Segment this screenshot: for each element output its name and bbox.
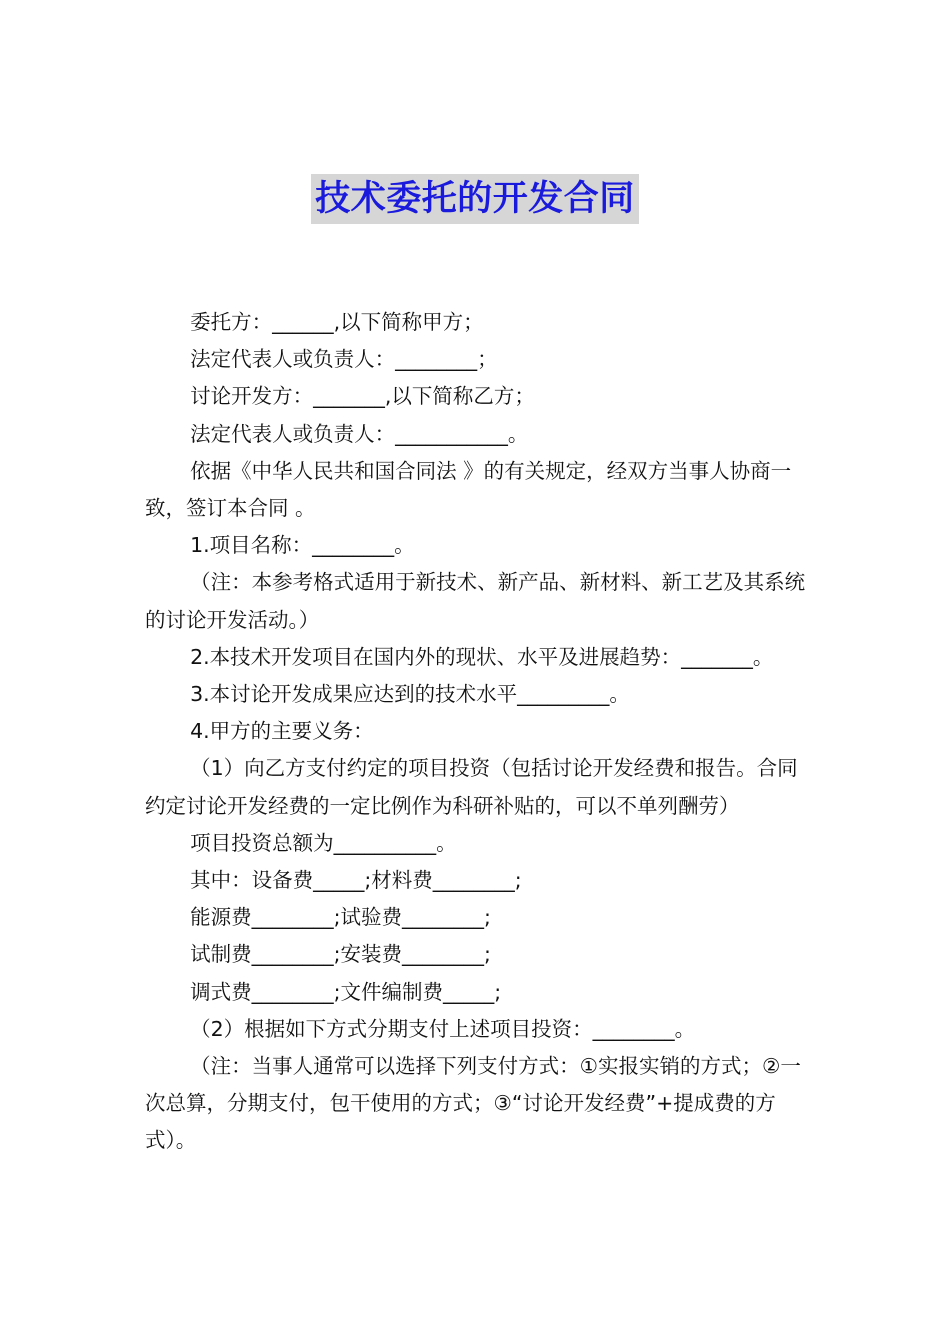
paragraph-status-trend: 2.本技术开发项目在国内外的现状、水平及进展趋势：_______。 [190,644,774,669]
paragraph-technical-level: 3.本讨论开发成果应达到的技术水平_________。 [190,682,630,707]
paragraph-developer-representative: 法定代表人或负责人：___________。 [190,421,529,446]
paragraph-note-scope: （注：本参考格式适用于新技术、新产品、新材料、新工艺及其系统的讨论开发活动。） [145,570,806,632]
paragraph-installment-payment: （2）根据如下方式分期支付上述项目投资：________。 [190,1016,696,1041]
paragraph-project-name: 1.项目名称：________。 [190,533,415,558]
paragraph-costs-debugging-documents: 调式费________;文件编制费_____; [190,979,502,1004]
paragraph-costs-energy-testing: 能源费________;试验费________; [190,905,491,930]
paragraph-obligation-payment: （1）向乙方支付约定的项目投资（包括讨论开发经费和报告。合同约定讨论开发经费的一定比例作为科研补贴的，可以不单列酬劳） [145,756,798,818]
paragraph-principal: 委托方：______,以下简称甲方； [190,310,484,334]
paragraph-party-a-obligations: 4.甲方的主要义务： [190,719,374,744]
title-area [0,174,950,224]
paragraph-developer: 讨论开发方：_______,以下简称乙方； [190,384,535,409]
paragraph-legal-basis: 依据《中华人民共和国合同法 》的有关规定，经双方当事人协商一致，签订本合同 。 [145,458,792,521]
paragraph-note-payment-methods: （注：当事人通常可以选择下列支付方式：①实报实销的方式；②一次总算，分期支付，包干使用的方式；③“讨论开发经费”+提成费的方式）。 [145,1054,801,1153]
document-title: 技术委托的开发合同 [311,174,639,224]
paragraph-costs-equipment-materials: 其中：设备费_____;材料费________; [190,868,522,893]
paragraph-total-investment: 项目投资总额为__________。 [190,830,457,855]
paragraph-costs-trial-installation: 试制费________;安装费________; [190,942,491,967]
paragraph-principal-representative: 法定代表人或负责人：________； [190,347,498,372]
document-body [145,304,813,1160]
